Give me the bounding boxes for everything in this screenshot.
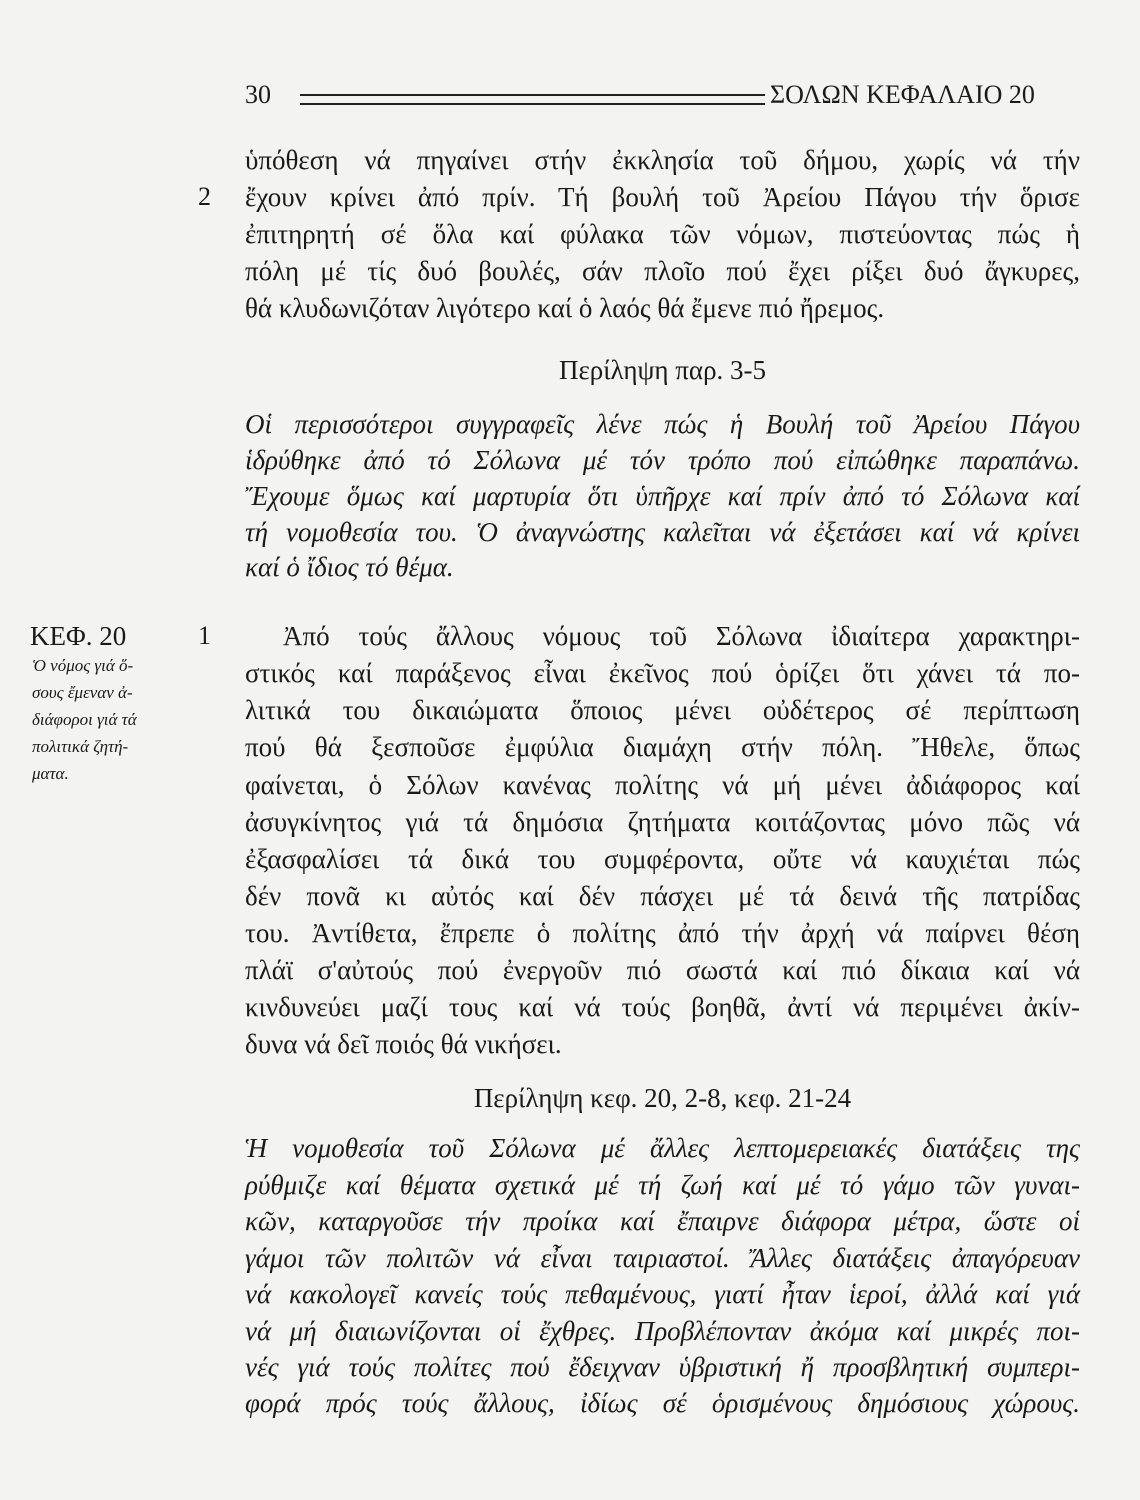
text-line: ἐξασφαλίσει τά δικά του συμφέροντα, οὔτε νά καυχιέται πώς xyxy=(245,844,1080,874)
summary-line: κῶν, καταργοῦσε τήν προίκα καί ἔπαιρνε διάφορα μέτρα, ὥστε οἱ xyxy=(245,1206,1080,1236)
summary-line: νές γιά τούς πολίτες πού ἔδειχναν ὑβριστική ἤ προσβλητική συμπερι- xyxy=(245,1352,1080,1382)
summary-line: ἱδρύθηκε ἀπό τό Σόλωνα μέ τόν τρόπο πού εἰπώθηκε παραπάνω. xyxy=(245,445,1080,475)
text-line: του. Ἀντίθετα, ἔπρεπε ὁ πολίτης ἀπό τήν ἀρχή νά παίρνει θέση xyxy=(245,918,1080,948)
sidenote-line: διάφοροι γιά τά xyxy=(32,710,137,729)
text-line: πού θά ξεσποῦσε ἐμφύλια διαμάχη στήν πόλη. Ἤθελε, ὅπως xyxy=(245,732,1080,762)
text-line: δυνα νά δεῖ ποιός θά νικήσει. xyxy=(245,1029,562,1059)
text-line: φαίνεται, ὁ Σόλων κανένας πολίτης νά μή μένει ἀδιάφορος καί xyxy=(245,770,1080,800)
header-rule xyxy=(300,94,765,105)
text-line: ἀσυγκίνητος γιά τά δημόσια ζητήματα κοιτάζοντας μόνο πῶς νά xyxy=(245,807,1080,837)
summary-line: Ἡ νομοθεσία τοῦ Σόλωνα μέ ἄλλες λεπτομερειακές διατάξεις της xyxy=(245,1133,1080,1163)
summary-heading: Περίληψη κεφ. 20, 2-8, κεφ. 21-24 xyxy=(473,1083,852,1113)
text-line: Ἀπό τούς ἄλλους νόμους τοῦ Σόλωνα ἰδιαίτερα χαρακτηρι- xyxy=(283,621,1080,651)
running-title: ΣΟΛΩΝ ΚΕΦΑΛΑΙΟ 20 xyxy=(770,80,1035,109)
text-line: ἔχουν κρίνει ἀπό πρίν. Τή βουλή τοῦ Ἀρείου Πάγου τήν ὅρισε xyxy=(245,182,1080,212)
paragraph-number: 1 xyxy=(198,621,211,650)
sidenote-line: σους ἔμεναν ἀ- xyxy=(32,683,133,702)
text-line: δέν πονᾶ κι αὐτός καί δέν πάσχει μέ τά δεινά τῆς πατρίδας xyxy=(245,881,1080,911)
chapter-label: ΚΕΦ. 20 xyxy=(30,621,127,651)
text-line: ἐπιτηρητή σέ ὅλα καί φύλακα τῶν νόμων, πιστεύοντας πώς ἡ xyxy=(245,219,1080,249)
text-line: θά κλυδωνιζόταν λιγότερο καί ὁ λαός θά ἔμενε πιό ἤρεμος. xyxy=(245,293,885,323)
text-line: ὑπόθεση νά πηγαίνει στήν ἐκκλησία τοῦ δήμου, χωρίς νά τήν xyxy=(245,145,1080,175)
summary-line: τή νομοθεσία του. Ὁ ἀναγνώστης καλεῖται νά ἐξετάσει καί νά κρίνει xyxy=(245,517,1080,547)
text-line: πλάϊ σ'αὐτούς πού ἐνεργοῦν πιό σωστά καί πιό δίκαια καί νά xyxy=(245,955,1080,985)
text-line: στικός καί παράξενος εἶναι ἐκεῖνος πού ὁρίζει ὅτι χάνει τά πο- xyxy=(245,658,1080,688)
sidenote-line: ματα. xyxy=(32,764,69,783)
summary-line: καί ὁ ἴδιος τό θέμα. xyxy=(245,552,454,582)
summary-line: νά μή διαιωνίζονται οἱ ἔχθρες. Προβλέπονταν ἀκόμα καί μικρές ποι- xyxy=(245,1316,1080,1346)
summary-line: φορά πρός τούς ἄλλους, ἰδίως σέ ὁρισμένους δημόσιους χώρους. xyxy=(245,1388,1080,1418)
sidenote-line: Ὁ νόμος γιά ὅ- xyxy=(32,656,134,675)
text-line: κινδυνεύει μαζί τους καί νά τούς βοηθᾶ, ἀντί νά περιμένει ἀκίν- xyxy=(245,992,1080,1022)
text-line: πόλη μέ τίς δυό βουλές, σάν πλοῖο πού ἔχει ρίξει δυό ἄγκυρες, xyxy=(245,256,1080,286)
summary-line: νά κακολογεῖ κανείς τούς πεθαμένους, γιατί ἦταν ἱεροί, ἀλλά καί γιά xyxy=(245,1279,1080,1309)
sidenote-line: πολιτικά ζητή- xyxy=(32,737,129,756)
summary-heading: Περίληψη παρ. 3-5 xyxy=(558,355,767,385)
summary-line: Οἱ περισσότεροι συγγραφεῖς λένε πώς ἡ Βουλή τοῦ Ἀρείου Πάγου xyxy=(245,409,1080,439)
summary-line: γάμοι τῶν πολιτῶν νά εἶναι ταιριαστοί. Ἄλλες διατάξεις ἀπαγόρευαν xyxy=(245,1243,1080,1273)
summary-line: ρύθμιζε καί θέματα σχετικά μέ τή ζωή καί μέ τό γάμο τῶν γυναι- xyxy=(245,1170,1080,1200)
paragraph-number: 2 xyxy=(198,182,211,211)
page-number: 30 xyxy=(245,80,271,109)
summary-line: Ἔχουμε ὅμως καί μαρτυρία ὅτι ὑπῆρχε καί πρίν ἀπό τό Σόλωνα καί xyxy=(245,481,1080,511)
text-line: λιτικά του δικαιώματα ὅποιος μένει οὐδέτερος σέ περίπτωση xyxy=(245,695,1080,725)
